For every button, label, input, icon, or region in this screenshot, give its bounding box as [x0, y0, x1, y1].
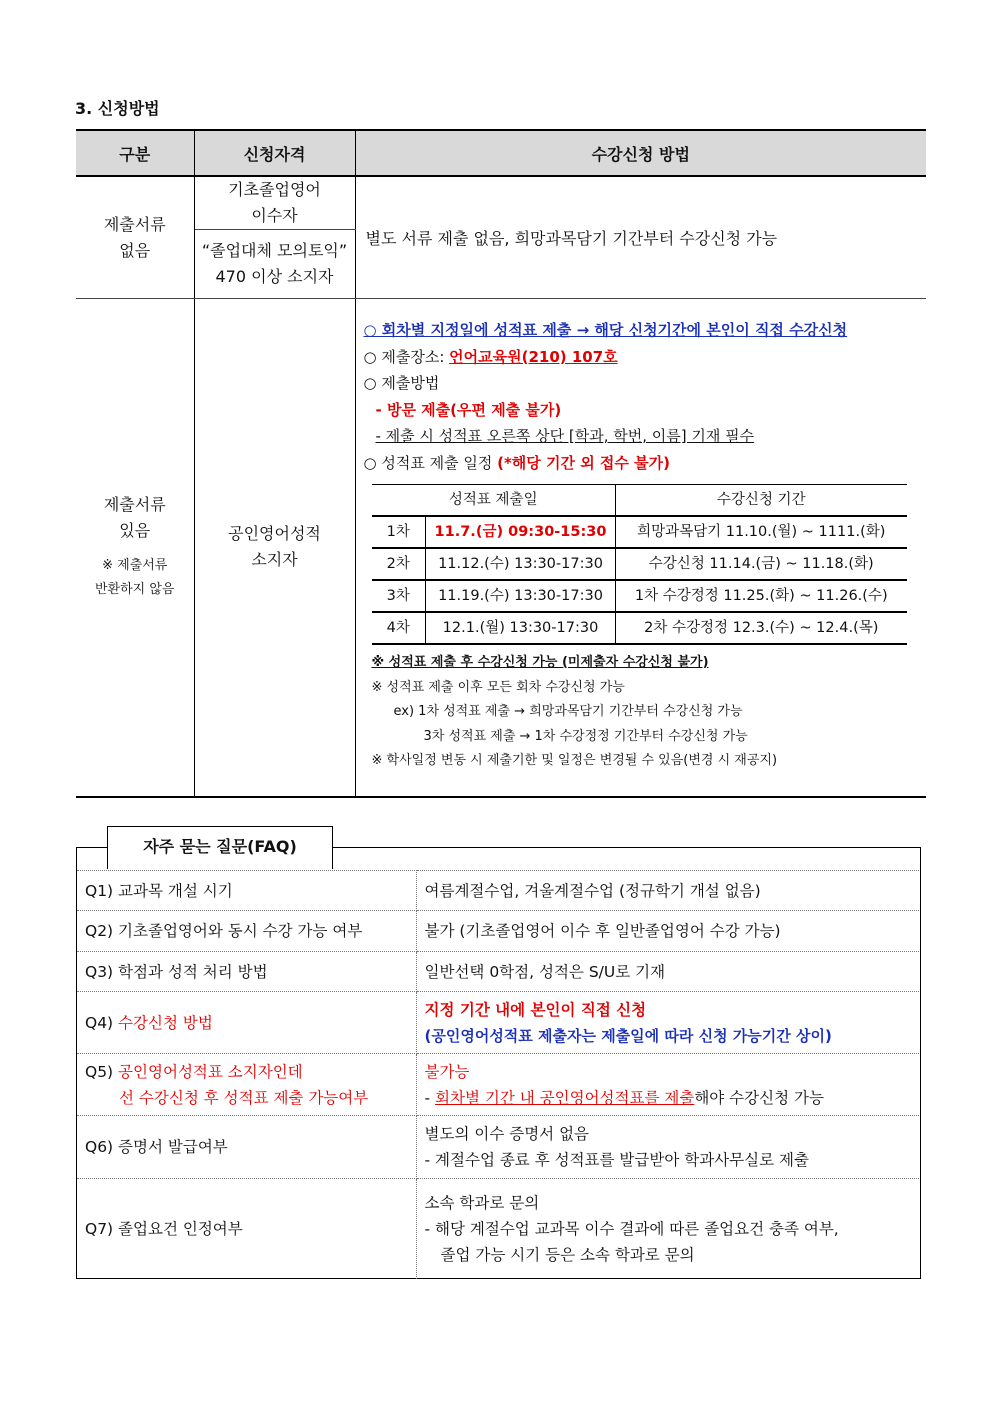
faq-answer: 별도의 이수 증명서 없음 - 계절수업 종료 후 성적표를 발급받아 학과사무실로 제출	[416, 1116, 919, 1179]
submit-method-note: - 제출 시 성적표 오른쪽 상단 [학과, 학번, 이름] 기재 필수	[375, 427, 755, 445]
section-title: 3. 신청방법	[75, 99, 160, 118]
faq-question: Q3) 학점과 성적 처리 방법	[77, 952, 416, 992]
faq-table	[77, 870, 919, 1279]
schedule-submit-date: 11.7.(금) 09:30-15:30	[426, 516, 616, 548]
faq-answer: 지정 기간 내에 본인이 직접 신청 (공인영어성적표 제출자는 제출일에 따라 신청 가능기간 상이)	[416, 992, 919, 1054]
faq-question: Q1) 교과목 개설 시기	[77, 871, 416, 911]
faq-question: Q5) 공인영어성적표 소지자인데 선 수강신청 후 성적표 제출 가능여부	[77, 1054, 416, 1116]
faq-row-q6	[77, 1116, 919, 1179]
faq-answer: 일반선택 0학점, 성적은 S/U로 기재	[416, 952, 919, 992]
note-example-1: ex) 1차 성적표 제출 → 희망과목담기 기간부터 수강신청 가능	[393, 704, 743, 719]
note-schedule-change: ※ 학사일정 변동 시 제출기한 및 일정은 변경될 수 있음(변경 시 재공지)	[371, 753, 778, 768]
schedule-period: 수강신청 11.14.(금) ~ 11.18.(화)	[616, 548, 907, 580]
schedule-round: 1차	[372, 516, 426, 548]
submit-method-visit: - 방문 제출(우편 제출 불가)	[375, 400, 562, 419]
note-all-rounds: ※ 성적표 제출 이후 모든 회차 수강신청 가능	[371, 679, 625, 695]
schedule-round: 3차	[372, 580, 426, 612]
schedule-row	[372, 516, 907, 548]
faq-answer: 불가능 - 회차별 기간 내 공인영어성적표를 제출해야 수강신청 가능	[416, 1054, 919, 1116]
faq-row-q1	[77, 871, 919, 911]
note-submit-required: ※ 성적표 제출 후 수강신청 가능 (미제출자 수강신청 불가)	[371, 655, 709, 670]
schedule-period: 2차 수강정정 12.3.(수) ~ 12.4.(목)	[616, 612, 907, 644]
faq-answer: 소속 학과로 문의 - 해당 계절수업 교과목 이수 결과에 따른 졸업요건 충족 여부, 졸업 가능 시기 등은 소속 학과로 문의	[416, 1179, 919, 1279]
notes-block	[364, 651, 917, 774]
note-example-2: 3차 성적표 제출 → 1차 수강정정 기간부터 수강신청 가능	[423, 728, 748, 744]
faq-row-q5	[77, 1054, 919, 1116]
row-no-docs-a	[76, 176, 926, 230]
schedule-period: 희망과목담기 11.10.(월) ~ 1111.(화)	[616, 516, 907, 548]
faq-row-q2	[77, 911, 919, 952]
faq-row-q7	[77, 1179, 919, 1279]
faq-row-q4	[77, 992, 919, 1054]
faq-question: Q7) 졸업요건 인정여부	[77, 1179, 416, 1279]
faq-question: Q2) 기초졸업영어와 동시 수강 가능 여부	[77, 911, 416, 952]
faq-question: Q4) 수강신청 방법	[77, 992, 416, 1054]
schedule-table	[372, 484, 907, 645]
faq-answer: 불가 (기초졸업영어 이수 후 일반졸업영어 수강 가능)	[416, 911, 919, 952]
faq-question: Q6) 증명서 발급여부	[77, 1116, 416, 1179]
schedule-header-submit: 성적표 제출일	[372, 485, 616, 517]
bullet-submit-method: ○ 제출방법	[363, 374, 440, 392]
schedule-header-period: 수강신청 기간	[616, 485, 907, 517]
qualification-mock-toeic: “졸업대체 모의토익” 470 이상 소지자	[194, 230, 355, 299]
schedule-warning: (*해당 기간 외 접수 불가)	[497, 453, 670, 472]
qualification-basic-english: 기초졸업영어 이수자	[194, 176, 355, 230]
method-no-docs: 별도 서류 제출 없음, 희망과목담기 기간부터 수강신청 가능	[355, 176, 926, 299]
category-no-docs: 제출서류 없음	[76, 176, 194, 299]
bullet-submit-place: ○ 제출장소: 언어교육원(210) 107호	[363, 347, 618, 366]
category-with-docs: 제출서류 있음 ※ 제출서류 반환하지 않음	[76, 299, 194, 797]
schedule-row	[372, 612, 907, 644]
qualification-official-english: 공인영어성적 소지자	[194, 299, 355, 797]
faq-title: 자주 묻는 질문(FAQ)	[107, 826, 333, 869]
header-qualification: 신청자격	[194, 130, 355, 176]
method-with-docs	[355, 299, 926, 797]
schedule-submit-date: 11.12.(수) 13:30-17:30	[426, 548, 616, 580]
schedule-header-row	[372, 485, 907, 517]
bullet-submit-then-register: ○ 회차별 지정일에 성적표 제출 → 해당 신청기간에 본인이 직접 수강신청	[363, 321, 848, 339]
application-method-table	[76, 129, 926, 798]
row-with-docs	[76, 299, 926, 797]
schedule-submit-date: 11.19.(수) 13:30-17:30	[426, 580, 616, 612]
schedule-submit-date: 12.1.(월) 13:30-17:30	[426, 612, 616, 644]
schedule-row	[372, 580, 907, 612]
header-method: 수강신청 방법	[355, 130, 926, 176]
faq-answer: 여름계절수업, 겨울계절수업 (정규학기 개설 없음)	[416, 871, 919, 911]
faq-row-q3	[77, 952, 919, 992]
submit-place-value: 언어교육원(210) 107호	[449, 347, 618, 366]
schedule-round: 2차	[372, 548, 426, 580]
header-row	[76, 130, 926, 176]
schedule-row	[372, 548, 907, 580]
schedule-round: 4차	[372, 612, 426, 644]
bullet-schedule: ○ 성적표 제출 일정 (*해당 기간 외 접수 불가)	[363, 453, 670, 472]
header-category: 구분	[76, 130, 194, 176]
schedule-period: 1차 수강정정 11.25.(화) ~ 11.26.(수)	[616, 580, 907, 612]
